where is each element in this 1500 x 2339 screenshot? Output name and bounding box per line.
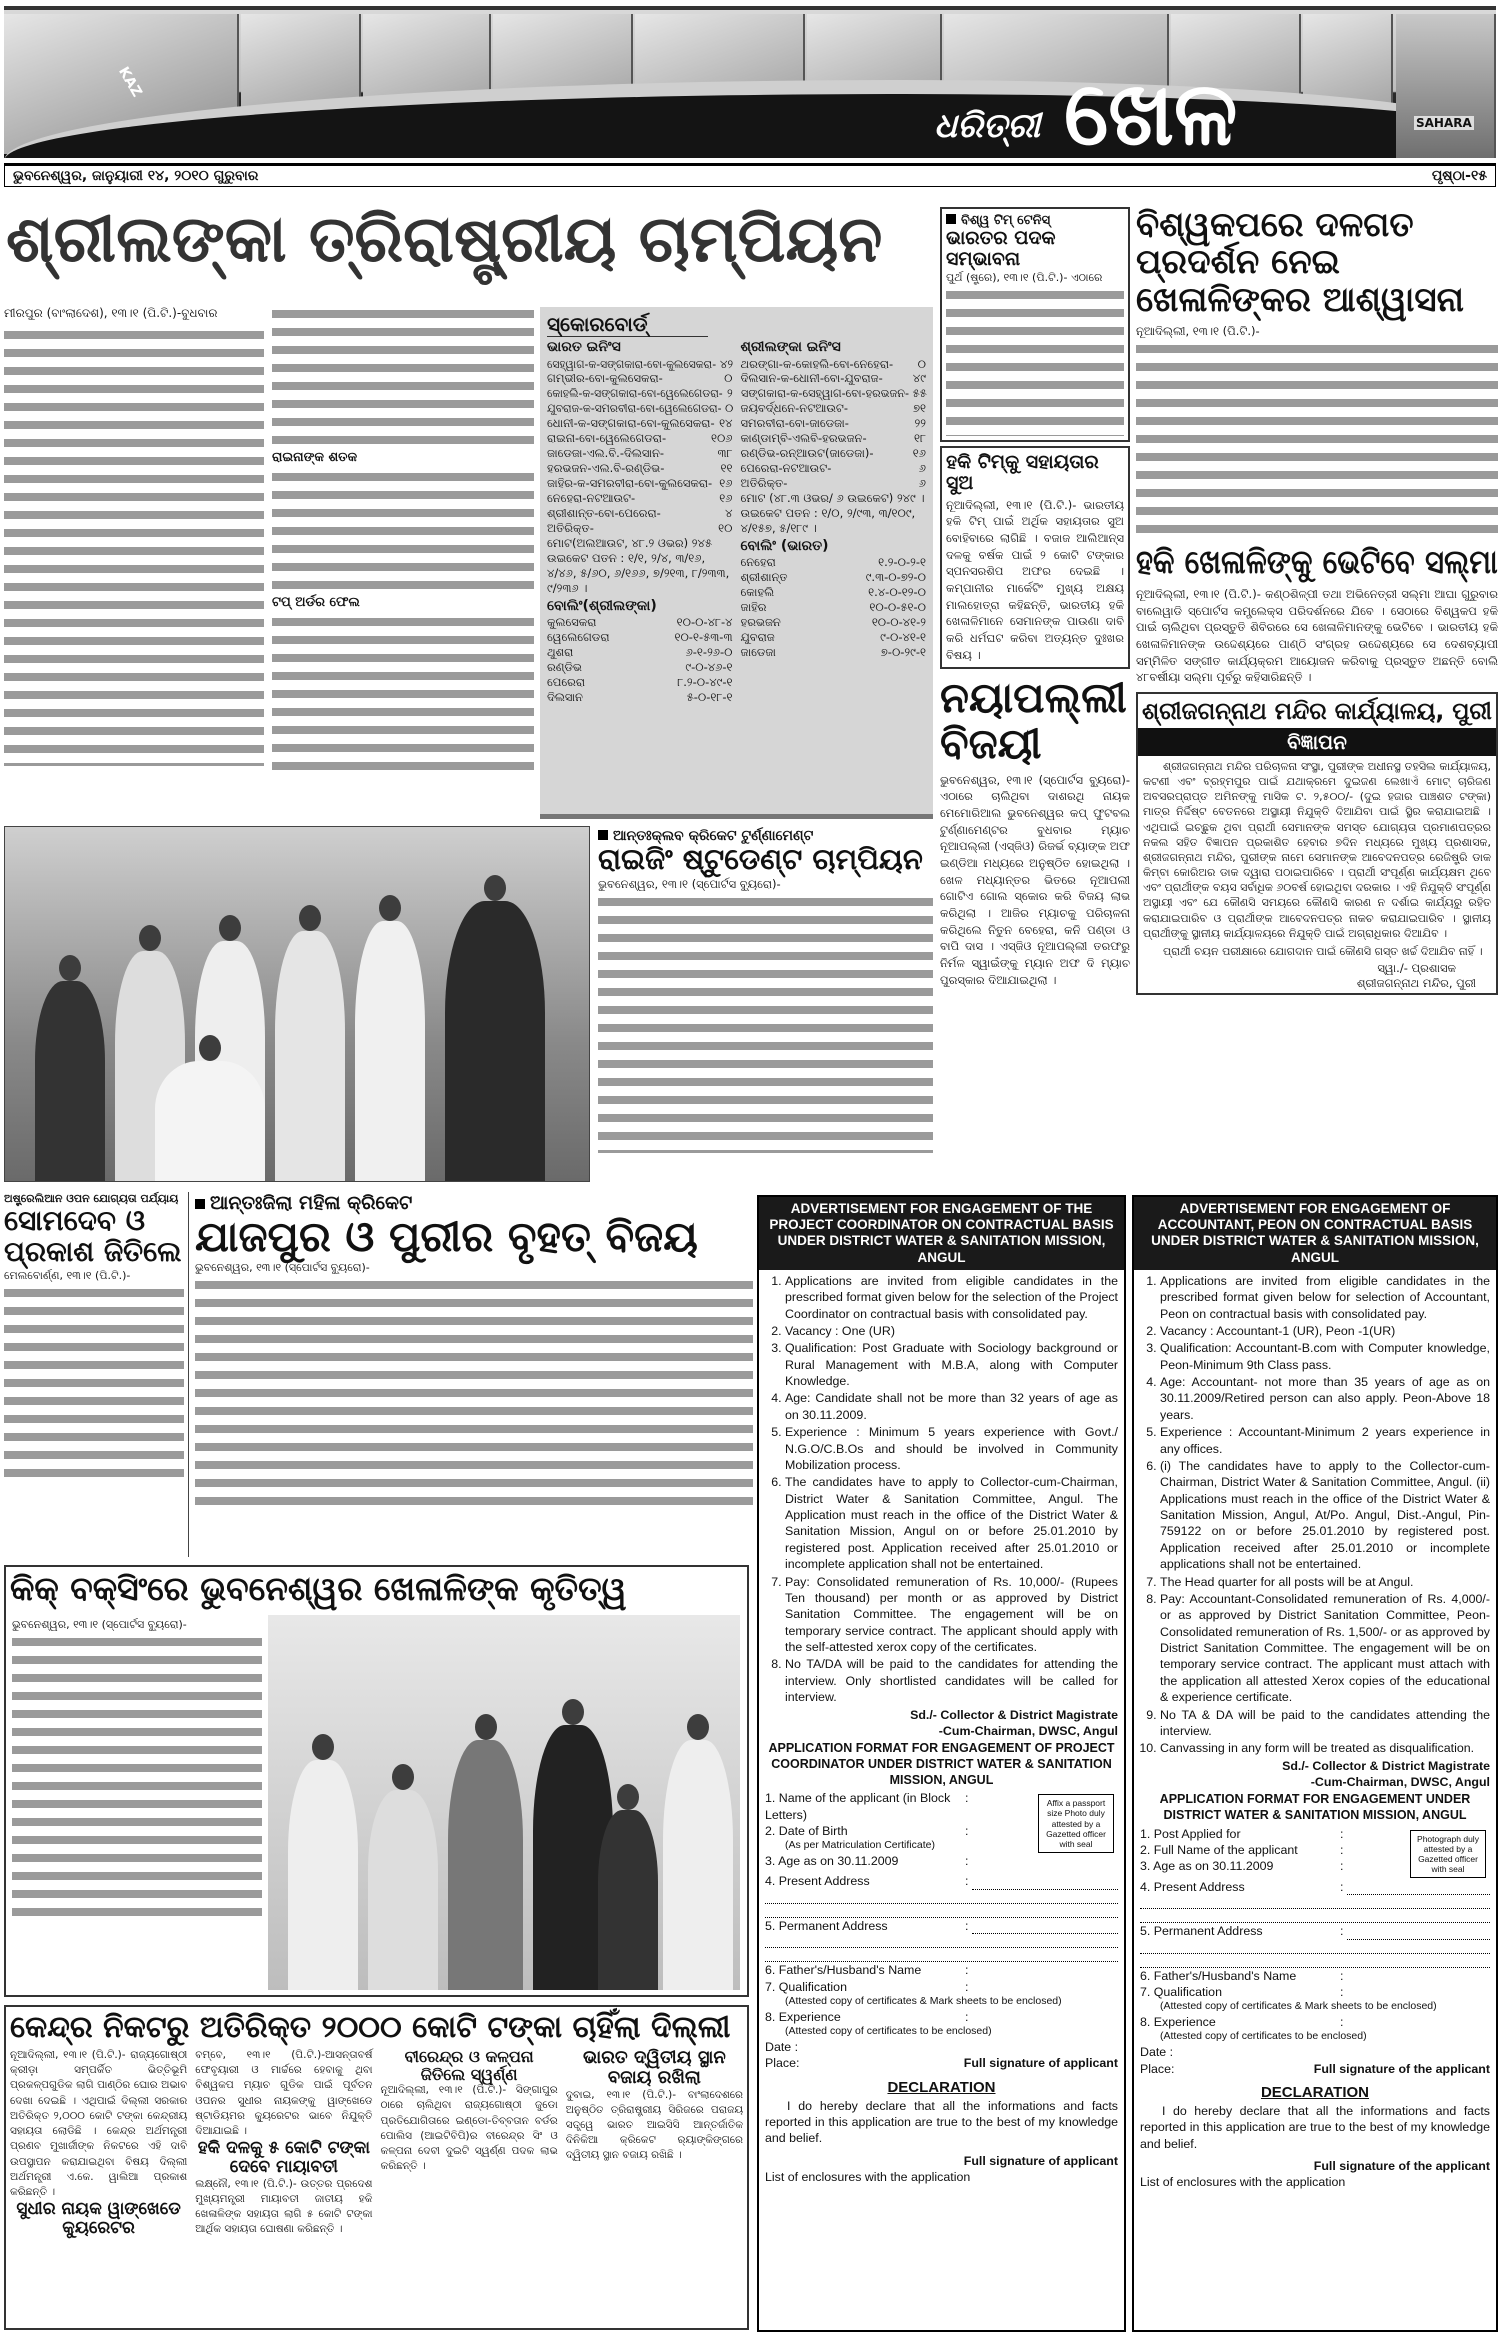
declaration-signature: Full signature of the applicant — [1313, 2159, 1490, 2174]
batting-row — [547, 446, 733, 461]
form-heading: APPLICATION FORMAT FOR ENGAGEMENT UNDER DISTRICT WATER & SANITATION MISSION, ANGUL — [1159, 1792, 1471, 1822]
batting-row-value: ୪୯ — [912, 371, 926, 386]
kickboxing-photo — [268, 1615, 740, 1990]
somdev-body-text — [4, 1284, 184, 1484]
bottom-col1-body: ନୂଆଦିଲ୍ଲୀ, ୧୩।୧ (ପି.ଟି.)- ରାଜ୍ୟଗୋଷ୍ଠୀ କ୍ରୀଡ଼ା ସମ୍ପର୍କିତ ଭିତ୍ତିଭୂମି ପ୍ରକଳ୍ପଗୁଡିକ ଲାଗି ପାଣ୍ଠିର ଘୋର ଅଭାବ ଦେଖା ଦେଇଛି । ଏଥିପାଇଁ ଦିଲ୍ଲୀ ସରକାର ଅତିରିକ୍ତ ୨,୦୦୦ କୋଟି ଟଙ୍କା କେନ୍ଦ୍ରୀୟ ସହାୟତା ଲୋଡିଛି । କେନ୍ଦ୍ର ଅର୍ଥମନ୍ତ୍ରୀ ପ୍ରଣବ ମୁଖାର୍ଜୀଙ୍କ ନିକଟରେ ଏହି ଦାବି ଉପସ୍ଥାପନ କରାଯାଇଥିବା ବିଷୟ ଦିଲ୍ଲୀ ଅର୍ଥମନ୍ତ୍ରୀ ଏ.କେ. ୱାଲିଆ ପ୍ରକାଶ କରିଛନ୍ତି । — [10, 2049, 188, 2198]
form-colon: : — [1340, 1879, 1344, 1894]
photo-placeholder: Affix a passport size Photo duly attested by a Gazetted officer with seal — [1038, 1794, 1114, 1853]
lead-body-text — [4, 326, 264, 766]
ad-term: 4. Age: Candidate shall not be more than 32 years of age as on 30.11.2009. — [785, 1390, 1118, 1423]
bowling-row — [547, 675, 733, 690]
ad-term: 1. Applications are invited from eligible candidates in the prescribed format given below for selection of Accountant, Peon on contractual basis with consolidated pay. — [1160, 1273, 1490, 1322]
bowling-row-value: ୫-୦-୧୮-୧ — [686, 689, 733, 704]
declaration-title: DECLARATION — [1260, 2084, 1370, 2102]
bowling-row — [741, 585, 927, 600]
ad-term: 6. The candidates have to apply to Collector-cum-Chairman, District Water & Sanitation Committee, Angul. The Application must reach in the office of the District Water & Sanitation Mission, Angul on or before 25.01.2010 by registered post. Application received after 25.01.2010 or incomplete application shall not be entertained. — [785, 1474, 1118, 1572]
enclosures-label: List of enclosures with the application — [1140, 2175, 1346, 2190]
team-photo — [4, 826, 590, 1182]
form-field-label: 8. Experience — [765, 2009, 841, 2024]
worldcup-dateline: ନୂଆଦିଲ୍ଲୀ, ୧୩।୧ (ପି.ଟି.)- — [1136, 324, 1260, 339]
page-number: ପୃଷ୍ଠା-୧୫ — [1431, 168, 1487, 184]
ad-term: 1. Applications are invited from eligible candidates in the prescribed format given below for the selection of the Project Coordinator on contractual basis with consolidated pay. — [785, 1273, 1118, 1322]
batting-row-value: ୨୨ — [914, 416, 926, 431]
lead-headline-wrap — [6, 205, 931, 301]
batting-row-value: ୧୧ — [720, 461, 733, 476]
lead-headline: ଶ୍ରୀଲଙ୍କା ତ୍ରିରାଷ୍ଟ୍ରୀୟ ଚାମ୍ପିୟନ — [6, 203, 883, 277]
batting-row-value: ୬ — [918, 461, 926, 476]
batting-row-value: ୩୮ — [717, 446, 733, 461]
bowling-row-label: ଜାଡେଜା — [740, 644, 776, 659]
india-total: ମୋଟ(ଅଲଆଉଟ, ୪୮.୨ ଓଭର) ୨୪୫ — [547, 535, 713, 550]
bowling-row-label: କୁଲସେକରା — [547, 615, 597, 629]
batting-row — [547, 476, 733, 491]
club-cricket-body-text — [598, 893, 933, 1153]
hockey-aid-headline: ହକି ଟିମ୍‌କୁ ସହାୟତାର ସୁଅ — [946, 450, 1099, 494]
batting-row-label: ଜୟବର୍ଦ୍ଧନେ-ନଟଆଉଟ- — [740, 401, 849, 416]
lead-body-text — [272, 613, 534, 775]
batting-row-value: ୧୮ — [914, 431, 926, 446]
nayapalli-story — [940, 675, 1130, 988]
bowling-row-value: ୯.୩-୦-୭୨-୦ — [865, 570, 926, 585]
lead-col-1 — [4, 305, 264, 815]
cricketer-photo — [1396, 14, 1496, 158]
batting-row-label: କାଣ୍ଡାମ୍ବି-ଏଲବି-ହରଭଜନ- — [740, 431, 867, 446]
application-form — [759, 1790, 1124, 2185]
batting-row-label: ଥରଙ୍ଗା-କ-କୋହଲି-ବୋ-ନେହେରା- — [740, 356, 894, 371]
bowling-row — [547, 615, 733, 630]
fill-line — [1140, 1909, 1490, 1923]
fill-line — [765, 1948, 1118, 1962]
form-field-label: 5. Permanent Address — [1140, 1924, 1263, 1939]
ad-accountant-peon — [1132, 1195, 1498, 2332]
ad-signatory: Sd./- Collector & District Magistrate — [910, 1707, 1118, 1722]
batting-row-label: ସଙ୍ଗକାରା-କ-ସେହ୍ୱାଗ-ବୋ-ହରଭଜନ- — [740, 386, 909, 401]
form-field-label: 2. Full Name of the applicant — [1140, 1843, 1298, 1857]
sudhir-headline: ସୁଧୀର ନାୟକ ୱାଙ୍ଖେଡେ କ୍ୟୁରେଟର — [16, 2199, 181, 2238]
form-field-label: 6. Father's/Husband's Name — [765, 1963, 922, 1978]
batting-row — [741, 371, 927, 386]
ad-terms-list — [1134, 1270, 1496, 1757]
bowling-row-label: ହରଭଜନ — [740, 615, 781, 629]
form-field-label: 6. Father's/Husband's Name — [1140, 1968, 1297, 1983]
ad-term: 7. The Head quarter for all posts will be at Angul. — [1160, 1574, 1490, 1590]
batting-row — [741, 416, 927, 431]
form-colon: : — [965, 1963, 969, 1978]
batting-row — [547, 371, 733, 386]
form-place: Place: — [765, 2056, 800, 2071]
batting-row-value: ୧୬ — [719, 476, 733, 490]
club-cricket-headline: ରାଇଜିଂ ଷ୍ଟୁଡେଣ୍ଟ ଚାମ୍ପିୟନ — [598, 842, 923, 876]
ad-term: 8. Pay: Accountant-Consolidated remuneration of Rs. 4,000/- or as approved by District Sanitation Committee, Peon-Consolidated remuneration of Rs. 1,500/- or as approved by District Sanitation Committee. The engagement will be on temporary service contract. The applicant must attach with the application all attested Xerox copies of the educational & experience certificate. — [1160, 1591, 1490, 1706]
bowling-row-label: ନେହେରା — [740, 555, 776, 570]
batting-row-value: ୬ — [918, 476, 926, 490]
bowling-row — [741, 615, 927, 630]
temple-ad-title-wrap — [1138, 694, 1496, 728]
form-field-note: (As per Matriculation Certificate) — [785, 1839, 935, 1852]
women-cricket-story — [188, 1192, 753, 1557]
bowling-row-value: ୭-୦-୨୯-୧ — [880, 644, 926, 659]
temple-ad-signature: ସ୍ୱା./- ପ୍ରଶାସକ — [1377, 961, 1456, 976]
bowling-row — [741, 630, 927, 645]
form-date: Date : — [765, 2040, 799, 2055]
bowling-row-value: ୧.୨-୦-୨-୧ — [878, 555, 926, 570]
declaration-title: DECLARATION — [887, 2078, 996, 2096]
lead-body-text — [272, 305, 534, 449]
batting-row-value: ୧୬ — [912, 446, 926, 461]
bottom-headline: କେନ୍ଦ୍ର ନିକଟରୁ ଅତିରିକ୍ତ ୨୦୦୦ କୋଟି ଟଙ୍କା ଚାହିଁଲା ଦିଲ୍ଲୀ — [10, 2010, 731, 2045]
batting-row-value: ୭୧ — [912, 401, 926, 416]
form-field-note: (Attested copy of certificates & Mark sheets to be enclosed) — [785, 1994, 1062, 2007]
temple-ad-body-2: ପ୍ରାର୍ଥୀ ଚୟନ ପରୀକ୍ଷାରେ ଯୋଗଦାନ ପାଇଁ କୌଣସି ଗସ୍ତ ଖର୍ଚ୍ଚ ଦିଆଯିବ ନାହିଁ । — [1163, 944, 1483, 958]
declaration-text: I do hereby declare that all the informations and facts reported in this application are true to the best of my knowledge and belief. — [1140, 2103, 1490, 2151]
declaration-signature: Full signature of applicant — [963, 2153, 1118, 2168]
bottom-col-1 — [10, 2048, 187, 2238]
form-field-label: 4. Present Address — [1140, 1879, 1245, 1894]
bottom-col-3 — [381, 2048, 558, 2238]
batting-row-value: ୪ — [725, 505, 733, 520]
women-cricket-body-text — [195, 1276, 753, 1506]
bowling-row-label: ଶ୍ରୀଶାନ୍ତ — [740, 570, 788, 585]
form-colon: : — [965, 1854, 969, 1869]
scoreboard-left — [547, 337, 733, 705]
form-field-label: 7. Qualification — [765, 1979, 847, 1994]
middle-column — [940, 207, 1130, 988]
temple-ad-title: ଶ୍ରୀଜଗନ୍ନାଥ ମନ୍ଦିର କାର୍ଯ୍ୟାଳୟ, ପୁରୀ — [1142, 696, 1492, 725]
form-colon: : — [1340, 1984, 1344, 1999]
india-innings-title: ଭାରତ ଇନିଂସ — [547, 339, 621, 355]
fill-line — [765, 1890, 1118, 1904]
bowling-row-value: ୧.୪-୦-୧୨-୦ — [868, 585, 926, 600]
form-field-note: (Attested copy of certificates to be enclosed) — [1160, 2030, 1367, 2043]
kickboxing-dateline: ଭୁବନେଶ୍ୱର, ୧୩।୧ (ସ୍ପୋର୍ଟସ ବ୍ୟୁରୋ)- — [12, 1618, 187, 1631]
batting-row-label: ନେହେରା-ନଟଆଉଟ- — [547, 490, 636, 505]
bowling-row — [547, 660, 733, 675]
fill-line — [1347, 1923, 1490, 1939]
batting-row-label: ଯୁବରାଜ-କ-ସମରବୀରା-ବୋ-ୱେଲେଗେଡରା- — [547, 401, 722, 416]
tennis-headline: ଭାରତର ପଦକ ସମ୍ଭାବନା — [946, 227, 1056, 270]
form-field-label: 1. Post Applied for — [1140, 1826, 1241, 1841]
fill-line — [972, 1918, 1118, 1934]
batting-row — [547, 521, 733, 536]
sl-total: ମୋଟ (୪୮.୩ ଓଭର/ ୬ ଉଇକେଟ) ୨୪୯ । — [740, 490, 925, 505]
kickboxing-body-text — [12, 1633, 262, 1923]
form-field-label: 8. Experience — [1140, 2015, 1216, 2030]
bottom-col-4 — [566, 2048, 743, 2238]
bowling-row-value: ୧୦-୦-୪୮-୪ — [676, 615, 733, 629]
ad-heading: ADVERTISEMENT FOR ENGAGEMENT OF THE PROJECT COORDINATOR ON CONTRACTUAL BASIS UNDER DISTRICT WATER & SANITATION MISSION, ANGUL — [759, 1197, 1124, 1270]
bowling-row — [547, 630, 733, 645]
bullet-icon — [946, 214, 956, 224]
ranking-body: ଦୁବାଇ, ୧୩।୧ (ପି.ଟି.)- ବାଂଲାଦେଶରେ ଅନୁଷ୍ଠିତ ତ୍ରିରାଷ୍ଟ୍ରୀୟ ସିରିଜରେ ପରାଜୟ ସତ୍ତ୍ୱେ ଭାରତ ଆଇସିସି ଆନ୍ତର୍ଜାତିକ ଦିନିକିଆ କ୍ରିକେଟ ର୍‍ୟାଙ୍କିଙ୍ଗରେ ଦ୍ୱିତୀୟ ସ୍ଥାନ ବଜାୟ ରଖିଛି । — [565, 2088, 743, 2162]
tennis-body-text — [946, 286, 1124, 436]
tennis-kicker: ବିଶ୍ୱ ଟିମ୍ ଟେନିସ୍ — [961, 213, 1051, 228]
form-colon: : — [965, 2009, 969, 2024]
kickboxing-headline: କିକ୍ ବକ୍ସିଂରେ ଭୁବନେଶ୍ୱର ଖେଳାଳିଙ୍କ କୃତିତ୍ୱ — [10, 1569, 627, 1608]
form-signature: Full signature of the applicant — [1313, 2061, 1490, 2076]
ad-terms-list — [759, 1270, 1124, 1706]
fill-line — [1347, 1879, 1490, 1895]
form-colon: : — [965, 1823, 969, 1838]
club-cricket-dateline: ଭୁବନେଶ୍ୱର, ୧୩।୧ (ସ୍ପୋର୍ଟସ ବ୍ୟୁରୋ)- — [598, 876, 781, 891]
bowling-row-value: ୯-୦-୪୬-୧ — [685, 659, 733, 674]
bowling-row-label: ଯୁବରାଜ — [740, 629, 775, 644]
mayawati-body: ଲକ୍ଷ୍ନୌ, ୧୩।୧ (ପି.ଟି.)- ଉତ୍ତର ପ୍ରଦେଶ ମୁଖ୍ୟମନ୍ତ୍ରୀ ମାୟାବତୀ ଜାତୀୟ ହକି ଖେଳାଳିଙ୍କ ସହାୟତା ଲାଗି ୫ କୋଟି ଟଙ୍କା ଆର୍ଥିକ ସହାୟତା ଘୋଷଣା କରିଛନ୍ତି । — [195, 2177, 373, 2236]
ad-term: 2. Vacancy : One (UR) — [785, 1323, 1118, 1339]
form-field-label: 3. Age as on 30.11.2009 — [765, 1854, 899, 1869]
ad-term: 8. No TA/DA will be paid to the candidates for attending the interview. Only shortlisted candidates will be called for interview. — [785, 1656, 1118, 1705]
bowling-row-value: ୧୦-୦-୫୧-୦ — [869, 600, 926, 615]
batting-row-value: ୧୦ — [718, 520, 733, 535]
form-colon: : — [965, 1791, 969, 1806]
ad-term: 4. Age: Accountant- not more than 35 years of age as on 30.11.2009/Retired person can also apply. Peon-Above 18 years. — [1160, 1374, 1490, 1423]
bowling-row — [547, 690, 733, 705]
nayapalli-headline: ନୟାପଲ୍ଲୀ ବିଜୟୀ — [940, 673, 1127, 769]
sudhir-body: ବମ୍ବେ, ୧୩।୧ (ପି.ଟି.)-ଆସନ୍ତାବର୍ଷ ଫେବୃୟାରୀ ଓ ମାର୍ଚ୍ଚରେ ହେବାକୁ ଥିବା ବିଶ୍ୱକପ ମ୍ୟାଚ ଗୁଡିକ ପାଇଁ ପୂର୍ବତନ ଓପନର ସୁଧୀର ନାୟକଙ୍କୁ ୱାଙ୍ଖେଡେ ଷ୍ଟାଡିୟମର କ୍ୟୁରେଟର ଭାବେ ନିଯୁକ୍ତି ଦିଆଯାଇଛି । — [195, 2049, 373, 2138]
scoreboard — [540, 307, 933, 819]
bottom-col-2 — [195, 2048, 372, 2238]
batting-row-value: ୦ — [917, 356, 926, 371]
batting-row-label: ରଣ୍ଡିଭ-ରନ୍‌ଆଉଟ(ଜାଡେଜା)- — [740, 446, 874, 461]
ad-term: 2. Vacancy : Accountant-1 (UR), Peon -1(UR) — [1160, 1323, 1490, 1339]
fill-line — [765, 1904, 1118, 1918]
date-text: ଭୁବନେଶ୍ୱର, ଜାନୁୟାରୀ ୧୪, ୨୦୧୦ ଗୁରୁବାର — [13, 168, 259, 184]
hockey-aid-body: ନୂଆଦିଲ୍ଲୀ, ୧୩।୧ (ପି.ଟି.)- ଭାରତୀୟ ହକି ଟିମ୍ ପାଇଁ ଅର୍ଥିକ ସହାୟତାର ସୁଅ ବୋହିବାରେ ଲାଗିଛି । ବଜାଜ ଆଲିଆନ୍ସ ଦଳକୁ ବର୍ଷକ ପାଇଁ ୨ କୋଟି ଟଙ୍କାର ସ୍ପନସରଶିପ ଅଫର ଦେଇଛି । କମ୍ପାନୀର ମାର୍କେଟିଂ ମୁଖ୍ୟ ଅକ୍ଷୟ ମାଲହୋତ୍ରା କହିଛନ୍ତି, ଭାରତୀୟ ହକି ଖେଳାଳିମାନେ ସେମାନଙ୍କ ପାଉଣା ଦାବି କରି ଧର୍ମଘଟ କରିବା ଅତ୍ୟନ୍ତ ଦୁଃଖର ବିଷୟ । — [946, 497, 1124, 662]
somdev-kicker: ଅଷ୍ଟ୍ରେଲିଆନ ଓପନ ଯୋଗ୍ୟତା ପର୍ଯ୍ୟାୟ — [4, 1192, 179, 1205]
india-fow: ଉଇକେଟ ପତନ : ୧/୧, ୨/୪, ୩/୧୬, ୪/୪୬, ୫/୬୦, ୬/୧୬୬, ୭/୨୧୩, ୮/୨୩୩, ୯/୨୩୬ । — [547, 550, 730, 595]
batting-row-label: ସମରବୀରା-ବୋ-ଜାଡେଜା- — [740, 416, 849, 431]
batting-row-label: ପେରେରା-ନଟଆଉଟ- — [740, 461, 832, 476]
bowling-row-value: ୬-୧-୨୬-୦ — [685, 644, 733, 659]
somdev-dateline: ମେଲବୋର୍ଣ୍ଣ, ୧୩।୧ (ପି.ଟି.)- — [4, 1268, 131, 1282]
form-field-label: 2. Date of Birth — [765, 1823, 848, 1838]
form-date: Date : — [1140, 2045, 1174, 2060]
club-cricket-story — [598, 828, 933, 1153]
section-title: ଖେଳ — [1064, 62, 1238, 158]
form-field-label: 4. Present Address — [765, 1874, 870, 1889]
batting-row-label: ରାଇନା-ବୋ-ୱେଲେଗେଡରା- — [547, 431, 667, 446]
batting-row — [547, 401, 733, 416]
bowling-row-value: ୯-୦-୪୧-୧ — [880, 629, 926, 644]
form-field-label: 5. Permanent Address — [765, 1918, 888, 1933]
bowling-row-value: ୧୦-୦-୪୧-୨ — [871, 615, 926, 629]
lead-dateline: ମୀରପୁର (ବାଂଲାଦେଶ), ୧୩।୧ (ପି.ଟି.)-ବୁଧବାର — [4, 306, 218, 320]
batting-row — [741, 431, 927, 446]
photo-placeholder: Photograph duly attested by a Gazetted officer with seal — [1410, 1830, 1486, 1879]
batting-row-label: ସେହ୍ୱାଗ-କ-ସଙ୍ଗକାରା-ବୋ-କୁଲସେକରା- — [547, 356, 717, 371]
batting-row-value: ୦ — [724, 371, 733, 386]
form-colon: : — [965, 1874, 969, 1889]
bib-text: KAZ — [115, 64, 145, 100]
fill-line — [972, 1873, 1118, 1889]
bowling-row-label: ଥୁଶରା — [547, 644, 574, 659]
mayawati-headline: ହକି ଦଳକୁ ୫ କୋଟି ଟଙ୍କା ଦେବେ ମାୟାବତୀ — [197, 2138, 371, 2177]
batting-row-value: ୧୪ — [719, 416, 733, 431]
declaration-text: I do hereby declare that all the informations and facts reported in this application are true to the best of my knowledge and belief. — [765, 2098, 1118, 2146]
batting-row — [547, 491, 733, 506]
jersey-text: SAHARA — [1416, 116, 1472, 130]
india-bowling-title: ବୋଲିଂ (ଭାରତ) — [740, 537, 829, 554]
enclosures-label: List of enclosures with the application — [765, 2170, 971, 2185]
bowling-row-label: ପେରେରା — [547, 674, 585, 689]
batting-row-label: ଦିଲସାନ-କ-ଧୋନୀ-ବୋ-ଯୁବରାଜ- — [740, 371, 883, 386]
batting-row-value: ୨ — [727, 386, 733, 401]
dateline-bar — [4, 163, 1496, 187]
form-colon: : — [1340, 1859, 1344, 1874]
batting-row — [547, 506, 733, 521]
ad-term: 10. Canvassing in any form will be treated as disqualification. — [1160, 1740, 1490, 1756]
bowling-row-value: ୧୦-୧-୫୩-୩ — [674, 629, 733, 644]
ad-term: 7. Pay: Consolidated remuneration of Rs. 10,000/- (Rupees Ten thousand) per month or as approved by District Sanitation Committee. The engagement will be on temporary service contract. The applicant should apply with the self-attested xerox copy of the certificates. — [785, 1574, 1118, 1656]
bottom-columns — [10, 2048, 743, 2238]
bowling-row — [741, 600, 927, 615]
women-cricket-dateline: ଭୁବନେଶ୍ୱର, ୧୩।୧ (ସ୍ପୋର୍ଟସ ବ୍ୟୁରୋ)- — [195, 1261, 370, 1275]
bowling-row — [741, 555, 927, 570]
tennis-story — [940, 207, 1130, 442]
bowling-row-label: ୱେଲେଗେଡରା — [547, 629, 610, 644]
sl-innings-title: ଶ୍ରୀଲଙ୍କା ଇନିଂସ — [740, 339, 841, 355]
women-cricket-headline: ଯାଜପୁର ଓ ପୁରୀର ବୃହତ୍ ବିଜୟ — [195, 1212, 698, 1261]
judo-body: ନୂଆଦିଲ୍ଲୀ, ୧୩।୧ (ପି.ଟି.)- ସିଙ୍ଗାପୁର ଠାରେ ଚାଲିଥିବା ରାଜ୍ୟଗୋଷ୍ଠୀ ଜୁଡୋ ପ୍ରତିଯୋଗିତାରେ ଇଣ୍ଡୋ-ତିବ୍ବତାନ ବର୍ଡର ପୋଲିସ (ଆଇଟିବିପି)ର ବୀରେନ୍ଦ୍ର ସିଂ ଓ କଳ୍ପନା ଦେବୀ ଦୁଇଟି ସ୍ୱର୍ଣ୍ଣ ପଦକ ଲାଭ କରିଛନ୍ତି । — [380, 2084, 558, 2173]
batting-row-label: ଜାହିର-କ-ସମରବୀରା-ବୋ-କୁଲସେକରା- — [547, 476, 713, 490]
ranking-headline: ଭାରତ ଦ୍ୱିତୀୟ ସ୍ଥାନ ବଜାୟ ରଖିଲା — [582, 2047, 726, 2088]
somdev-story — [4, 1192, 184, 1484]
fill-line — [765, 1934, 1118, 1948]
temple-ad-body: ଶ୍ରୀଜଗନ୍ନାଥ ମନ୍ଦିର ପରିଚାଳନା ସଂସ୍ଥା, ପୁରୀଙ୍କ ଅଧୀନସ୍ଥ ତହସିଲ କାର୍ଯ୍ୟାଳୟ, କଟଣୀ ଏବଂ ବ୍ରହ୍ମପୁର ପାଇଁ ଯଥାକ୍ରମେ ଦୁଇଜଣ ଲେଖାଏଁ ମୋଟ୍ ଚାରିଜଣ ଅବସରପ୍ରାପ୍ତ ଅମିନଙ୍କୁ ମାସିକ ଟ. ୨,୫୦୦/- (ଦୁଇ ହଜାର ପାଞ୍ଚଶତ ଟଙ୍କା) ମାତ୍ର ନିର୍ଦ୍ଦିଷ୍ଟ ବେତନରେ ଅସ୍ଥାୟୀ ନିଯୁକ୍ତି ଦିଆଯିବା ପାଇଁ ସ୍ଥିର କରାଯାଇଅଛି । ଏଥିପାଇଁ ଇଚ୍ଛୁକ ଥିବା ପ୍ରାର୍ଥୀ ସେମାନଙ୍କ ସମସ୍ତ ଯୋଗ୍ୟତା ପ୍ରମାଣପତ୍ରର ନକଲ ସହିତ ବିଜ୍ଞାପନ ପ୍ରକାଶିତ ହେବାର ୭ଦିନ ମଧ୍ୟରେ ମୁଖ୍ୟ ପ୍ରଶାସକ, ଶ୍ରୀଜଗନ୍ନାଥ ମନ୍ଦିର, ପୁରୀଙ୍କ ନାମେ ସେମାନଙ୍କ ଆବେଦନପତ୍ର ରେଜିଷ୍ଟ୍ରି ଡାକ କିମ୍ବା କୋରିଅର ଡାକ ଦ୍ୱାରା ପଠାଇପାରିବେ । ପ୍ରାର୍ଥୀ ସଂପୂର୍ଣ୍ଣ କାର୍ଯ୍ୟକ୍ଷମ ଥିବେ ଏବଂ ପ୍ରାର୍ଥୀଙ୍କ ବୟସ ସର୍ବାଧିକ ୬୦ବର୍ଷ ହୋଇଥିବା ଦରକାର । ଏହି ନିଯୁକ୍ତି ସଂପୂର୍ଣ୍ଣ ଅସ୍ଥାୟୀ ଏବଂ ଯେ କୌଣସି ସମୟରେ କୌଣସି କାରଣ ନ ଦର୍ଶାଇ କାର୍ଯ୍ୟରୁ ରହିତ କରାଯାଇପାରିବ ଓ ପ୍ରାର୍ଥୀଙ୍କ ଆବେଦନପତ୍ର ନାକଚ କରାଯାଇପାରିବ । ସ୍ଥାନୀୟ ପ୍ରାର୍ଥୀଙ୍କୁ ସ୍ଥାନୀୟ କାର୍ଯ୍ୟାଳୟରେ ନିଯୁକ୍ତି ପାଇଁ ଅଗ୍ରାଧିକାର ଦିଆଯିବ । — [1143, 759, 1491, 940]
hockey-aid-story — [940, 446, 1130, 670]
ad-term: 9. No TA & DA will be paid to the candidates attending the interview. — [1160, 1707, 1490, 1740]
bottom-story — [4, 2005, 749, 2330]
form-colon: : — [1340, 1968, 1344, 1983]
worldcup-body-text — [1136, 340, 1498, 540]
lead-col-2 — [272, 305, 534, 815]
lead-subhead: ରାଇନାଙ୍କ ଶତକ — [272, 450, 358, 465]
bullet-icon — [195, 1199, 205, 1209]
bullet-icon — [598, 830, 608, 840]
kickboxing-text — [12, 1617, 262, 1923]
salma-headline-wrap — [1136, 541, 1498, 584]
lead-body-text — [272, 468, 534, 594]
bowling-row-label: ଜାହିର — [740, 600, 767, 615]
batting-row — [741, 476, 927, 491]
form-field-note: (Attested copy of certificates to be enclosed) — [785, 2025, 992, 2038]
kickboxing-story — [4, 1565, 749, 1997]
form-field-label: 7. Qualification — [1140, 1984, 1222, 1999]
ad-signatory-title: -Cum-Chairman, DWSC, Angul — [938, 1723, 1118, 1738]
temple-ad-subtitle: ବିଜ୍ଞାପନ — [1138, 728, 1496, 756]
batting-row-label: କୋହଲି-କ-ସଙ୍ଗକାରା-ବୋ-ୱେଲେଗେଡରା- — [547, 386, 723, 401]
batting-row-value: ୦ — [725, 401, 734, 416]
bowling-row-label: ରଣ୍ଡିଭ — [547, 659, 582, 674]
bowling-row-value: ୮.୨-୦-୪୯-୧ — [677, 674, 733, 689]
batting-row-value: ୧୦୬ — [710, 431, 733, 446]
form-field-note: (Attested copy of certificates & Mark sheets to be enclosed) — [1160, 2000, 1437, 2013]
club-cricket-kicker: ଆନ୍ତଃକ୍ଲବ କ୍ରିକେଟ ଟୁର୍ଣ୍ଣାମେଣ୍ଟ — [613, 828, 814, 844]
batting-row — [741, 461, 927, 476]
batting-row — [741, 401, 927, 416]
form-colon: : — [965, 1918, 969, 1933]
ad-project-coordinator — [757, 1195, 1126, 2332]
ad-term: 3. Qualification: Accountant-B.com with Computer knowledge, Peon-Minimum 9th Class pass. — [1160, 1340, 1490, 1373]
paper-logo: ଧରିତ୍ରୀ — [934, 106, 1041, 146]
sl-bowling-title: ବୋଲିଂ(ଶ୍ରୀଲଙ୍କା) — [547, 597, 657, 614]
salma-body: ନୂଆଦିଲ୍ଲୀ, ୧୩।୧ (ପି.ଟି.)- କଣ୍ଠଶିଳ୍ପୀ ତଥା ଅଭିନେତ୍ରୀ ସଲ୍‌ମା ଆଘା ଗୁରୁବାର ବାଲେୱାଡି ସ୍ପୋର୍ଟସ କମ୍ପ୍ଲେକ୍ସ ପରିଦର୍ଶନରେ ଯିବେ । ସେଠାରେ ବିଶ୍ୱକପ ହକି ପାଇଁ ଚାଲିଥିବା ପ୍ରସ୍ତୁତି ଶିବିରରେ ସେ ଖେଳାଳିମାନଙ୍କୁ ଭେଟିବେ । ଭାରତୀୟ ହକି ଖେଳାଳିମାନଙ୍କ ଉଦ୍ଦେଶ୍ୟରେ ପାଣ୍ଠି ସଂଗ୍ରହ ଉଦ୍ଦେଶ୍ୟରେ ସେ ଦେଶବ୍ୟାପୀ ସମ୍ମିଳିତ ସଙ୍ଗୀତ କାର୍ଯ୍ୟକ୍ରମ ଆୟୋଜନ କରିବାକୁ ପ୍ରସ୍ତୁତ ଅଛନ୍ତି ବୋଲି ୪୮ବର୍ଷୀୟା ସଲ୍‌ମା ପୂର୍ବରୁ କହିସାରିଛନ୍ତି । — [1136, 586, 1498, 685]
scoreboard-right — [741, 337, 927, 705]
batting-row-label: ଜାଡେଜା-ଏଲ.ବି.-ଦିଲସାନ- — [547, 446, 665, 461]
judo-headline: ବୀରେନ୍ଦ୍ର ଓ କଳ୍ପନା ଜିତିଲେ ସ୍ୱର୍ଣ୍ଣ — [404, 2047, 534, 2084]
sl-fow: ଉଇକେଟ ପତନ : ୧/୦, ୨/୯୩, ୩/୧୦୯, ୪/୧୫୭, ୫/୧୮୯ । — [740, 505, 916, 535]
bowling-row-label: ଦିଲସାନ — [547, 689, 583, 704]
form-colon: : — [1340, 1826, 1344, 1841]
batting-row — [547, 416, 733, 431]
batting-row — [547, 431, 733, 446]
masthead-banner — [4, 6, 1496, 158]
batting-row-label: ଧୋନୀ-କ-ସଙ୍ଗକାରା-ବୋ-କୁଲସେକରା- — [547, 416, 715, 431]
batting-row-value: ୧୬ — [719, 490, 733, 505]
batting-row — [741, 357, 927, 372]
worldcup-headline: ବିଶ୍ୱକପରେ ଦଳଗତ ପ୍ରଦର୍ଶନ ନେଇ ଖେଳାଳିଙ୍କର ଆଶ୍ୱାସନା — [1136, 205, 1464, 320]
ad-term: 5. Experience : Minimum 5 years experience with Govt./ N.G.O/C.B.Os and should be involved in Community Mobilization process. — [785, 1424, 1118, 1473]
temple-ad — [1136, 692, 1498, 995]
somdev-headline: ସୋମଦେବ ଓ ପ୍ରକାଶ ଜିତିଲେ — [4, 1204, 182, 1268]
batting-row-label: ଗମ୍ଭୀର-ବୋ-କୁଲସେକରା- — [547, 371, 663, 386]
batting-row — [741, 446, 927, 461]
batting-row — [547, 386, 733, 401]
nayapalli-body: ଭୁବନେଶ୍ୱର, ୧୩।୧ (ସ୍ପୋର୍ଟସ ବ୍ୟୁରୋ)-ଏଠାରେ ଚାଲିଥିବା ଦାଶରଥି ନାୟକ ମେମୋରିଆଲ ଭୁବନେଶ୍ୱର କପ୍ ଫୁଟବଲ ଟୁର୍ଣ୍ଣାମେଣ୍ଟର ବୁଧବାର ମ୍ୟାଚ ନୂଆପଲ୍ଲୀ (ଏସ୍‌ଜିଓ) ରିଜର୍ଭ ବ୍ୟାଙ୍କ ଅଫ ଇଣ୍ଡିଆ ମଧ୍ୟରେ ଅନୁଷ୍ଠିତ ହୋଇଥିଲା । ଖେଳ ମଧ୍ୟାନ୍ତର ଭିତରେ ନୂଆପଲୀ ଗୋଟିଏ ଗୋଲ ସ୍କୋର କରି ବିଜୟ ଲାଭ କରିଥିଲା । ଆଜିର ମ୍ୟାଚକୁ ପରିଚାଳନା କରିଥିଲେ ନିତୁନ ବେହେରା, କନି ପଣ୍ଡା ଓ ବାପି ଦାସ । ଏସ୍‌ଜିଓ ନୂଆପଲ୍ଲୀ ତରଫରୁ ନିର୍ମଳ ସ୍ୱାଇଁଙ୍କୁ ମ୍ୟାନ ଅଫ ଦି ମ୍ୟାଚ ପୁରସ୍କାର ଦିଆଯାଇଥିଲା । — [940, 772, 1130, 987]
form-colon: : — [1340, 2015, 1344, 2030]
batting-row — [547, 461, 733, 476]
form-colon: : — [965, 1979, 969, 1994]
ad-heading: ADVERTISEMENT FOR ENGAGEMENT OF ACCOUNTANT, PEON ON CONTRACTUAL BASIS UNDER DISTRICT WATER & SANITATION MISSION, ANGUL — [1134, 1197, 1496, 1270]
form-field-label: 1. Name of the applicant (in Block Letters) — [765, 1791, 951, 1822]
form-place: Place: — [1140, 2061, 1175, 2076]
batting-row — [547, 357, 733, 372]
batting-row-label: ଅତିରିକ୍ତ- — [547, 520, 594, 535]
scoreboard-title: ସ୍କୋରବୋର୍ଡ୍ — [547, 312, 708, 337]
form-colon: : — [1340, 1843, 1344, 1857]
form-field-label: 3. Age as on 30.11.2009 — [1140, 1859, 1274, 1874]
ad-signatory: Sd./- Collector & District Magistrate — [1282, 1758, 1490, 1773]
ad-term: 6. (i) The candidates have to apply to the Collector-cum-Chairman, District Water & Sanitation Committee, Angul. (ii) Applications must reach in the office of the District Water & Sanitation Mission, Angul, At/Po. Angul, Dist.-Angul, Pin-759122 on or before 25.01.2010 by registered post. Application received after 25.01.2010 or incomplete applications shall not be entertained. — [1160, 1458, 1490, 1573]
batting-row-value: ୪୨ — [720, 356, 734, 371]
bowling-row — [741, 645, 927, 660]
form-heading: APPLICATION FORMAT FOR ENGAGEMENT OF PROJECT COORDINATOR UNDER DISTRICT WATER & SANITATION MISSION, ANGUL — [768, 1741, 1115, 1787]
tennis-dateline: ପୁର୍ଥ (ଷ୍ଟ୍ରେ), ୧୩।୧ (ପି.ଟି.)- ଏଠାରେ — [946, 270, 1103, 284]
batting-row-label: ଶ୍ରୀଶାନ୍ତ-ବୋ-ପେରେରା- — [547, 505, 661, 520]
salma-headline: ହକି ଖେଳାଳିଙ୍କୁ ଭେଟିବେ ସଲ୍‌ମା — [1136, 541, 1498, 581]
form-colon: : — [1340, 1924, 1344, 1939]
fill-line — [1140, 1895, 1490, 1909]
batting-row-value: ୫୫ — [912, 386, 927, 401]
ad-term: 3. Qualification: Post Graduate with Sociology background or Rural Management with M.B.A, along with Computer Knowledge. — [785, 1340, 1118, 1389]
ad-signatory-title: -Cum-Chairman, DWSC, Angul — [1310, 1775, 1490, 1789]
bowling-row — [547, 645, 733, 660]
fill-line — [1140, 1940, 1490, 1954]
lead-subhead: ଟପ୍ ଅର୍ଡର ଫେଲ — [272, 594, 360, 610]
ad-term: 5. Experience : Accountant-Minimum 2 years experience in any offices. — [1160, 1424, 1490, 1457]
batting-row — [741, 386, 927, 401]
right-column — [1136, 207, 1498, 995]
bowling-row — [741, 570, 927, 585]
bowling-row-label: କୋହଲି — [740, 585, 775, 600]
fill-line — [1140, 1954, 1490, 1968]
batting-row-label: ଅତିରିକ୍ତ- — [740, 476, 788, 490]
application-form — [1134, 1826, 1496, 2191]
women-cricket-kicker: ଆନ୍ତଃଜିଲା ମହିଳା କ୍ରିକେଟ — [210, 1192, 413, 1214]
form-signature: Full signature of applicant — [963, 2056, 1118, 2071]
batting-row-label: ହରଭଜନ-ଏଲ.ବି-ରଣ୍ଡିଭ- — [547, 461, 665, 476]
temple-ad-signature-org: ଶ୍ରୀଜଗନ୍ନାଥ ମନ୍ଦିର, ପୁରୀ — [1356, 976, 1476, 991]
